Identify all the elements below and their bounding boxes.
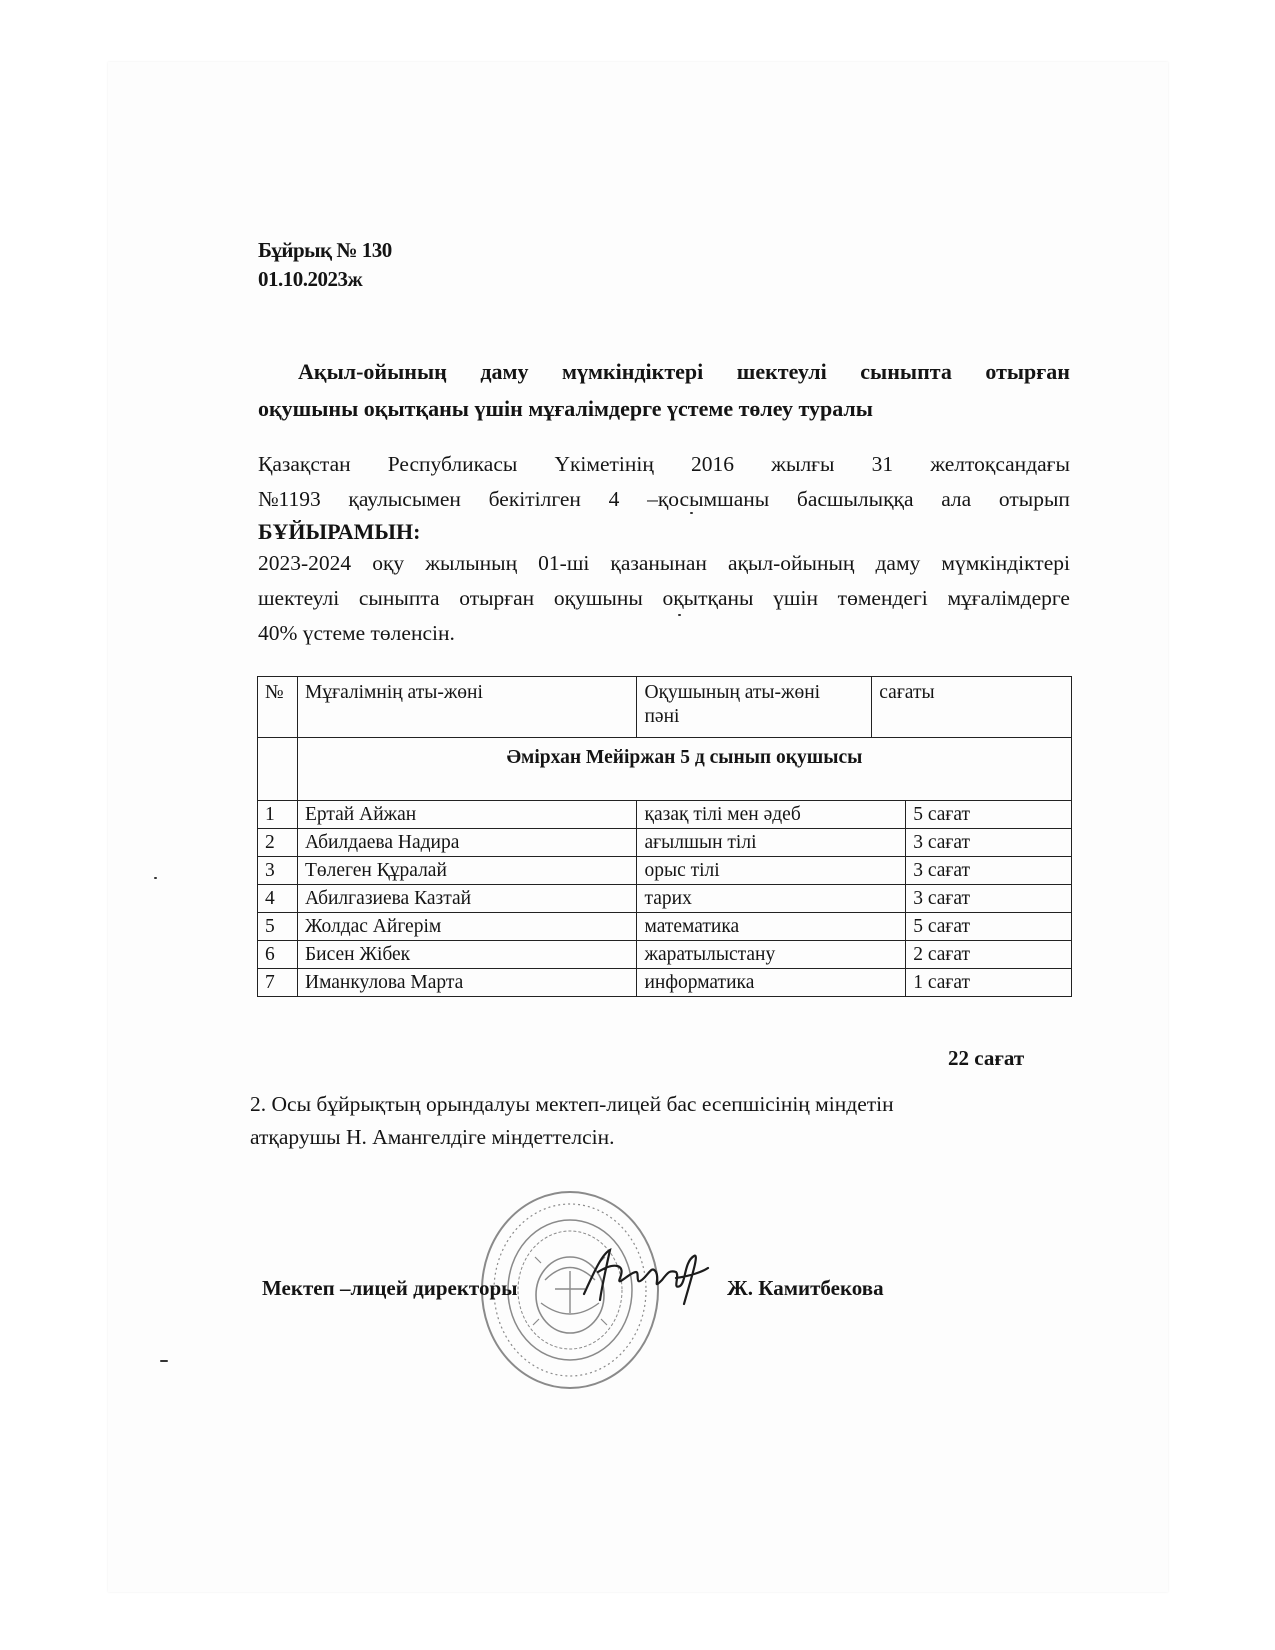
row-teacher: Иманкулова Марта [297, 969, 637, 997]
intro-word: қаулысымен [348, 487, 461, 511]
row-number: 1 [258, 801, 298, 829]
row-teacher: Бисен Жібек [297, 941, 637, 969]
point1-line-1 [258, 546, 1070, 581]
point1-word: мүмкіндіктері [941, 551, 1070, 575]
row-hours: 3 сағат [906, 885, 1072, 913]
row-number: 5 [258, 913, 298, 941]
intro-word: Қазақстан [258, 452, 351, 476]
title-line-2: оқушыны оқытқаны үшін мұғалімдерге үстеме төлеу туралы [258, 396, 873, 421]
point1-word: оқушыны [553, 586, 643, 610]
title-line-1 [258, 353, 1070, 390]
header-student-line-2: пәні [644, 706, 680, 727]
point1-word: даму [875, 551, 921, 575]
intro-word: Үкіметінің [554, 452, 654, 476]
title-word: шектеулі [736, 359, 827, 384]
header-hours: сағаты [872, 677, 1072, 738]
scan-speck [678, 614, 681, 616]
point1-word: үшін [773, 586, 818, 610]
title-word: Ақыл-ойының [298, 359, 447, 384]
header-student [637, 677, 872, 738]
point-1-paragraph [258, 546, 1070, 651]
row-hours: 3 сағат [906, 829, 1072, 857]
intro-word: –қосымшаны [647, 487, 770, 511]
table-row [258, 969, 1072, 997]
title-word: даму [480, 359, 529, 384]
row-subject: тарих [637, 885, 906, 913]
row-subject: орыс тілі [637, 857, 906, 885]
director-position: Мектеп –лицей директоры [262, 1276, 518, 1300]
row-hours: 5 сағат [906, 913, 1072, 941]
row-number: 2 [258, 829, 298, 857]
order-date: 01.10.2023ж [258, 267, 363, 291]
intro-paragraph [258, 447, 1070, 517]
point1-word: отырған [459, 586, 535, 610]
row-teacher: Абилгазиева Казтай [297, 885, 637, 913]
intro-word: ала [941, 487, 972, 511]
table-row [258, 857, 1072, 885]
header-teacher: Мұғалімнің аты-жөні [297, 677, 637, 738]
point1-word: сыныпта [358, 586, 440, 610]
document-title [258, 353, 1070, 427]
handwritten-signature-icon [580, 1242, 710, 1312]
intro-word: 4 [608, 487, 620, 511]
point1-line-2 [258, 581, 1070, 616]
point1-word: жылының [425, 551, 518, 575]
group-empty-cell [258, 738, 298, 801]
header-number: № [258, 677, 298, 738]
row-subject: қазақ тілі мен әдеб [637, 801, 906, 829]
row-teacher: Төлеген Құралай [297, 857, 637, 885]
scan-speck [154, 877, 157, 879]
row-number: 7 [258, 969, 298, 997]
table-row [258, 941, 1072, 969]
scan-speck [160, 1360, 168, 1362]
order-number: Бұйрық № 130 [258, 238, 392, 262]
point2-line-2: атқарушы Н. Амангелдіге міндеттелсін. [250, 1125, 615, 1149]
row-number: 6 [258, 941, 298, 969]
table-row [258, 829, 1072, 857]
row-hours: 1 сағат [906, 969, 1072, 997]
intro-word: 2016 [691, 452, 735, 476]
row-subject: информатика [637, 969, 906, 997]
row-teacher: Ертай Айжан [297, 801, 637, 829]
total-hours: 22 сағат [948, 1046, 1025, 1070]
row-number: 3 [258, 857, 298, 885]
title-word: сыныпта [860, 359, 952, 384]
intro-line-2 [258, 482, 1070, 517]
group-title: Әмірхан Мейіржан 5 д сынып оқушысы [297, 738, 1071, 801]
point1-word: мұғалімдерге [947, 586, 1070, 610]
director-name: Ж. Камитбекова [727, 1276, 884, 1300]
point1-word: шектеулі [258, 586, 340, 610]
row-subject: жаратылыстану [637, 941, 906, 969]
point1-word: 2023-2024 [258, 551, 352, 575]
row-teacher: Абилдаева Надира [297, 829, 637, 857]
teachers-table [257, 676, 1072, 997]
intro-word: Республикасы [387, 452, 518, 476]
intro-line-1 [258, 447, 1070, 482]
header-student-line-1: Оқушының аты-жөні [644, 682, 821, 703]
row-number: 4 [258, 885, 298, 913]
point1-word: оқытқаны [662, 586, 754, 610]
intro-word: желтоқсандағы [930, 452, 1070, 476]
point1-word: төмендегі [837, 586, 928, 610]
scan-speck [690, 512, 693, 514]
row-hours: 3 сағат [906, 857, 1072, 885]
intro-word: 31 [871, 452, 894, 476]
point1-word: қазанынан [610, 551, 707, 575]
point-2-paragraph [250, 1088, 1010, 1154]
intro-word: бекітілген [488, 487, 581, 511]
row-subject: ағылшын тілі [637, 829, 906, 857]
table-row [258, 913, 1072, 941]
intro-word: жылғы [771, 452, 835, 476]
intro-word: отырып [998, 487, 1070, 511]
row-hours: 5 сағат [906, 801, 1072, 829]
order-header [258, 236, 392, 294]
point1-line-3: 40% үстеме төленсін. [258, 621, 455, 645]
row-hours: 2 сағат [906, 941, 1072, 969]
table-row [258, 885, 1072, 913]
table-header-row [258, 677, 1072, 738]
row-teacher: Жолдас Айгерім [297, 913, 637, 941]
title-word: отырған [985, 359, 1070, 384]
intro-word: басшылыққа [796, 487, 914, 511]
point1-word: оқу [372, 551, 405, 575]
point1-word: 01-ші [538, 551, 590, 575]
row-subject: математика [637, 913, 906, 941]
intro-word: №1193 [258, 487, 321, 511]
title-word: мүмкіндіктері [561, 359, 704, 384]
point1-word: ақыл-ойының [727, 551, 855, 575]
point2-line-1: 2. Осы бұйрықтың орындалуы мектеп-лицей бас есепшісінің міндетін [250, 1092, 894, 1116]
decree-word: БҰЙЫРАМЫН: [258, 519, 421, 544]
table-group-row [258, 738, 1072, 801]
table-row [258, 801, 1072, 829]
